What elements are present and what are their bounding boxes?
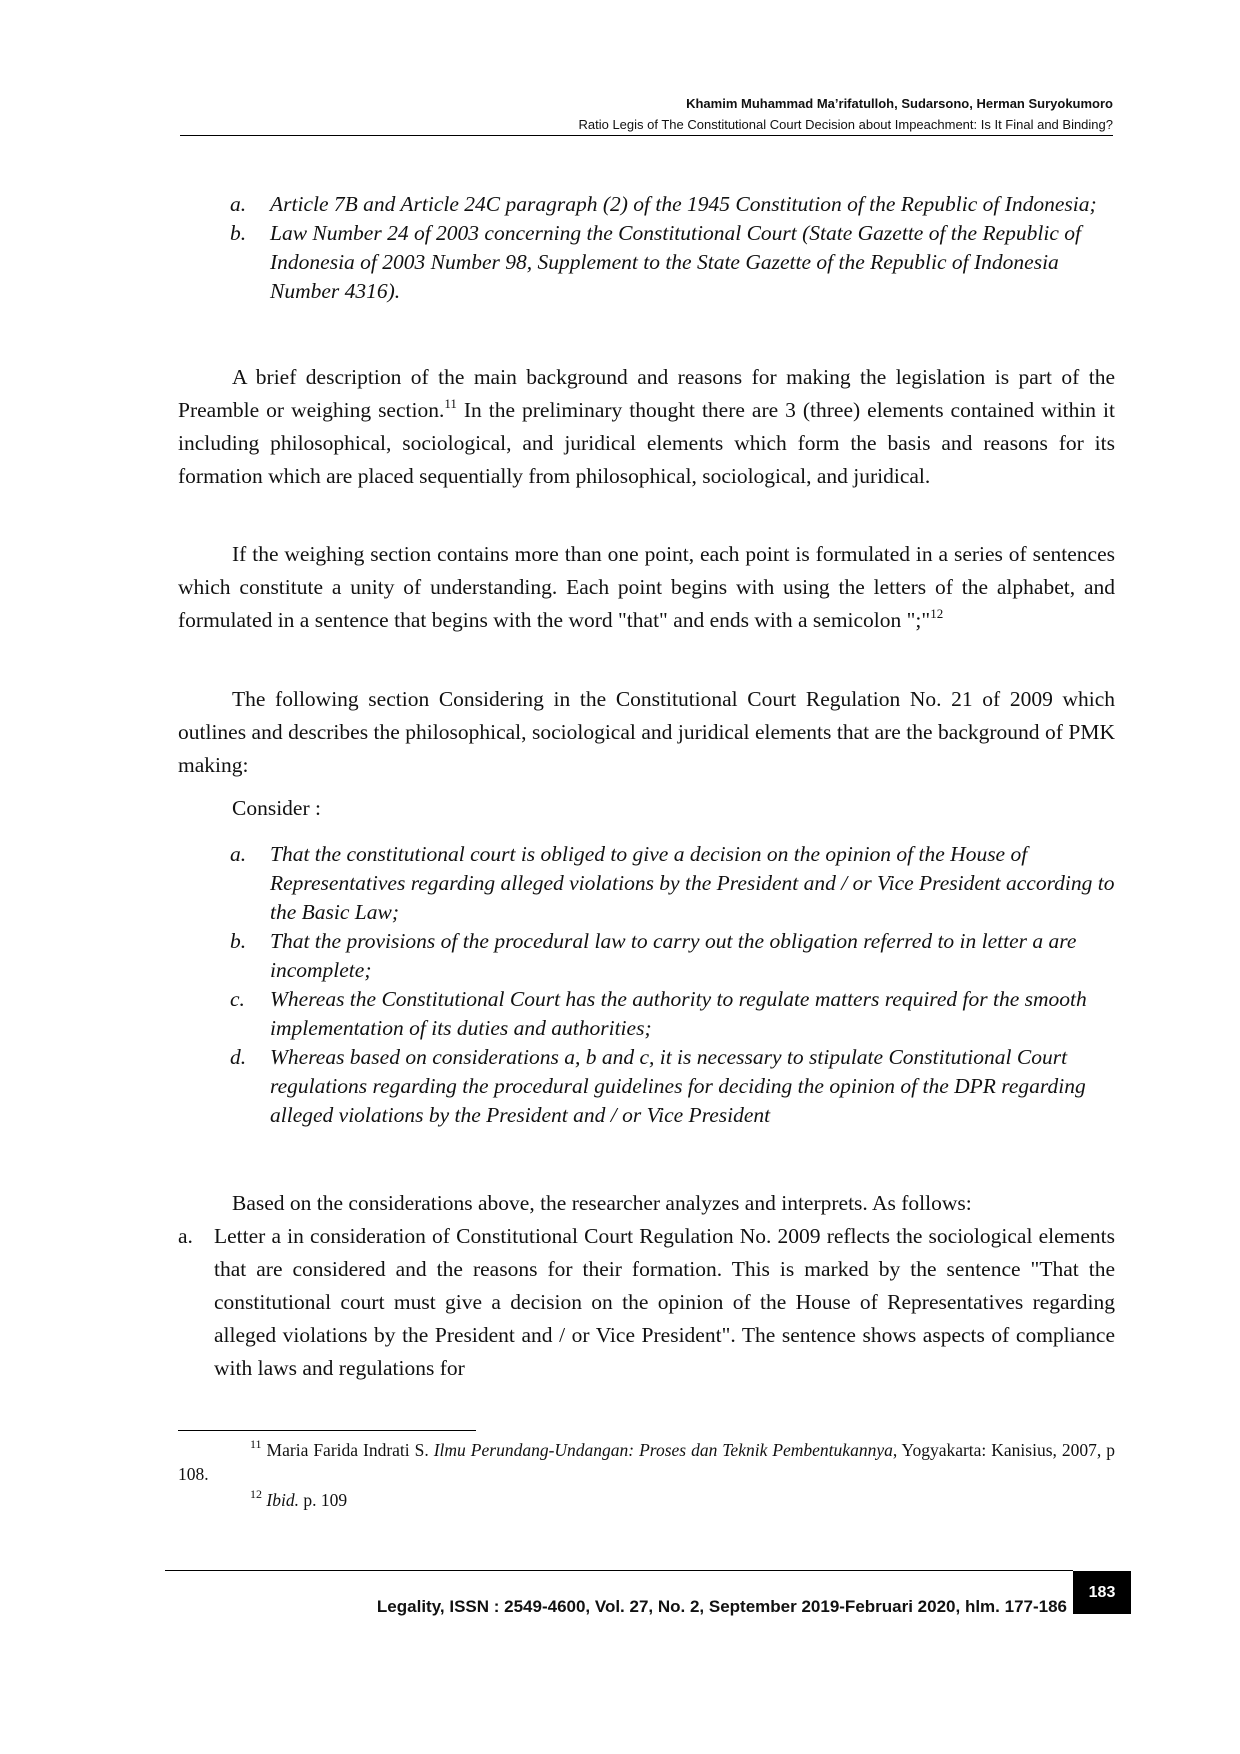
- footnote-title: Ilmu Perundang-Undangan: Proses dan Teknik Pembentukannya: [433, 1440, 893, 1460]
- paragraph-considering: The following section Considering in the Constitutional Court Regulation No. 21 of 2009 which outlines and describes the philosophical, sociological and juridical elements that are the background of PMK making:: [178, 687, 1115, 777]
- list-item: a. Article 7B and Article 24C paragraph (2) of the 1945 Constitution of the Republic of Indonesia;: [230, 192, 1097, 216]
- list-item: b. Law Number 24 of 2003 concerning the Constitutional Court (State Gazette of the Republic of Indonesia of 2003 Number 98, Supplement to the State Gazette of the Republic of Indonesia Number 4316).: [230, 221, 1081, 303]
- considerations-list: [230, 840, 1115, 1130]
- list-item: b. That the provisions of the procedural law to carry out the obligation referred to in letter a are incomplete;: [230, 929, 1077, 982]
- list-item-text: Article 7B and Article 24C paragraph (2) of the 1945 Constitution of the Republic of Indonesia;: [270, 192, 1097, 216]
- paragraph-weighing: If the weighing section contains more than one point, each point is formulated in a series of sentences which constitute a unity of understanding. Each point begins with using the letters of the alphabet, and formulated in a sentence that begins with the word "that" and ends with a semicolon ";"$^{12}$: [178, 542, 1115, 632]
- list-item-text: Law Number 24 of 2003 concerning the Constitutional Court (State Gazette of the Republic of Indonesia of 2003 Number 98, Supplement to the State Gazette of the Republic of Indonesia Number 4316).: [270, 221, 1081, 303]
- list-item: a. Letter a in consideration of Constitutional Court Regulation No. 2009 reflects the sociological elements that are considered and the reasons for their formation. This is marked by the sentence "That the constitutional court must give a decision on the opinion of the House of Representatives regarding alleged violations by the President and / or Vice President". The sentence shows aspects of compliance with laws and regulations for: [178, 1224, 1115, 1380]
- consider-label: Consider :: [232, 796, 321, 820]
- footnote-title: Ibid.: [266, 1490, 299, 1510]
- list-item-text: Whereas the Constitutional Court has the authority to regulate matters required for the smooth implementation of its duties and authorities;: [270, 987, 1087, 1040]
- footnote-number: 12: [250, 1487, 262, 1502]
- list-item: a. That the constitutional court is obliged to give a decision on the opinion of the House of Representatives regarding alleged violations by the President and / or Vice President according to the Basic Law;: [230, 842, 1115, 924]
- list-item-text: That the provisions of the procedural law to carry out the obligation referred to in letter a are incomplete;: [270, 929, 1077, 982]
- footnote: $^{11}$ Maria Farida Indrati S. Ilmu Perundang-Undangan: Proses dan Teknik Pembentukannya, Yogyakarta: Kanisius, 2007, p 108.: [178, 1437, 1115, 1484]
- list-item: c. Whereas the Constitutional Court has the authority to regulate matters required for the smooth implementation of its duties and authorities;: [230, 987, 1087, 1040]
- footnote-ref: 11: [444, 395, 457, 411]
- footnote-divider: [178, 1430, 476, 1431]
- list-item: d. Whereas based on considerations a, b and c, it is necessary to stipulate Constitutional Court regulations regarding the procedural guidelines for deciding the opinion of the DPR regarding alleged violations by the President and / or Vice President: [230, 1045, 1086, 1127]
- paragraph-preamble: A brief description of the main background and reasons for making the legislation is part of the Preamble or weighing section.$^{11}$ In the preliminary thought there are 3 (three) elements contained within it including philosophical, sociological, and juridical elements which form the basis and reasons for its formation which are placed sequentially from philosophical, sociological, and juridical.: [178, 365, 1115, 488]
- analysis-list: [178, 1220, 1115, 1385]
- list-item-text: That the constitutional court is obliged to give a decision on the opinion of the House of Representatives regarding alleged violations by the President and / or Vice President according to the Basic Law;: [270, 842, 1115, 924]
- legal-basis-list: [230, 190, 1115, 306]
- journal-citation: Legality, ISSN : 2549-4600, Vol. 27, No. 2, September 2019-Februari 2020, hlm. 177-186: [376, 1597, 1067, 1616]
- footnote: $^{12}$ Ibid. p. 109: [250, 1487, 348, 1510]
- page-number: 183: [1073, 1571, 1131, 1614]
- list-item-text: Whereas based on considerations a, b and c, it is necessary to stipulate Constitutional Court regulations regarding the procedural guidelines for deciding the opinion of the DPR regarding alleged violations by the President and / or Vice President: [270, 1045, 1086, 1127]
- footer-divider: [165, 1570, 1073, 1571]
- paragraph-analysis-intro: Based on the considerations above, the researcher analyzes and interprets. As follows:: [232, 1191, 972, 1215]
- header-divider: [180, 135, 1113, 136]
- footnote-number: 11: [250, 1437, 262, 1452]
- list-item-text: Letter a in consideration of Constitutional Court Regulation No. 2009 reflects the sociological elements that are considered and the reasons for their formation. This is marked by the sentence "That the constitutional court must give a decision on the opinion of the House of Representatives regarding alleged violations by the President and / or Vice President". The sentence shows aspects of compliance with laws and regulations for: [214, 1224, 1115, 1380]
- running-header-title: Ratio Legis of The Constitutional Court Decision about Impeachment: Is It Final and Binding?: [578, 117, 1113, 132]
- running-header-authors: Khamim Muhammad Ma’rifatulloh, Sudarsono, Herman Suryokumoro: [686, 96, 1113, 111]
- footnote-ref: 12: [930, 605, 944, 621]
